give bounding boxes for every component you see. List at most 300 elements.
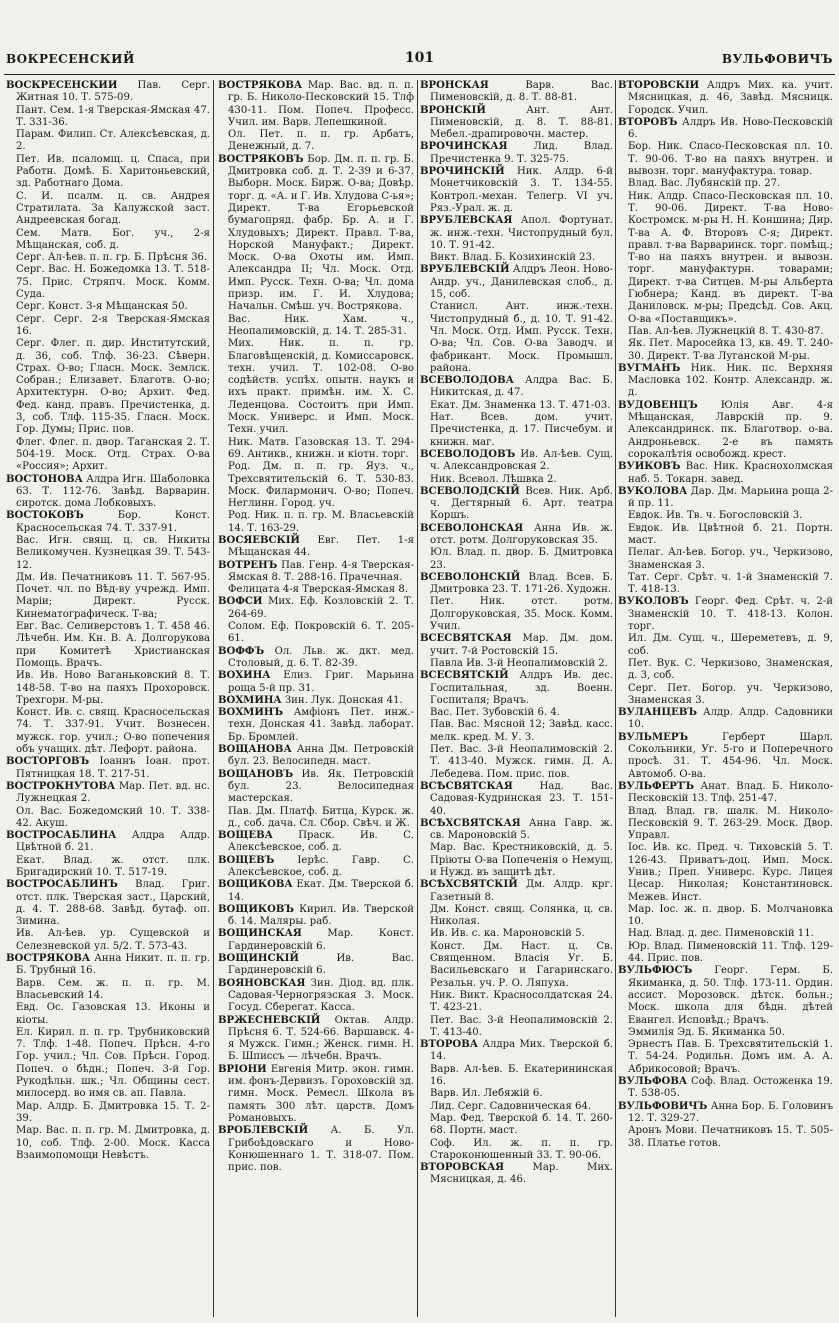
entry-dash bbox=[618, 547, 628, 559]
directory-entry bbox=[420, 80, 613, 105]
directory-entry bbox=[218, 978, 414, 1015]
directory-entry bbox=[6, 105, 210, 130]
entry-details: Пав. Ал-ѣев. Лужнецкій 8. Т. 430-87. bbox=[628, 325, 824, 337]
entry-details: Дар. Дм. Марьина роща 2-й пр. 11. bbox=[628, 485, 833, 510]
entry-details: Мар. Конст. Гардинеровскій 6. bbox=[228, 928, 414, 952]
directory-entry bbox=[420, 449, 613, 474]
column-3 bbox=[420, 80, 613, 1318]
directory-entry bbox=[218, 830, 414, 855]
entry-dash bbox=[6, 707, 16, 719]
entry-dash bbox=[420, 474, 430, 486]
entry-details: Алдра Мих. Тверской б. 14. bbox=[430, 1039, 613, 1063]
entry-dash bbox=[6, 1125, 16, 1137]
entry-dash bbox=[618, 658, 628, 670]
directory-entry bbox=[420, 818, 613, 843]
directory-entry bbox=[420, 596, 613, 633]
entry-dash bbox=[6, 1027, 16, 1039]
directory-entry bbox=[218, 596, 414, 621]
entry-surname: ВОХИНА bbox=[218, 670, 271, 682]
entry-surname: ВСѢХСВЯТСКАЯ bbox=[420, 817, 521, 829]
entry-details: Алдръ Ив. дес. Госпитальная, зд. Военн. Госпиталя; Врачъ. bbox=[430, 670, 613, 706]
directory-entry bbox=[420, 1015, 613, 1040]
directory-entry bbox=[618, 633, 833, 658]
directory-entry bbox=[420, 252, 613, 264]
directory-entry bbox=[618, 1101, 833, 1126]
directory-entry bbox=[218, 535, 414, 560]
directory-entry bbox=[420, 904, 613, 929]
entry-dash bbox=[218, 510, 228, 522]
directory-entry bbox=[618, 683, 833, 708]
entry-details: Евдок. Ив. Цвѣтной б. 21. Портн. маст. bbox=[628, 522, 833, 546]
entry-details: Зин. Діод. вд. плк. Садовая-Черногрязская 3. Моск. Госуд. Сберегат. Касса. bbox=[228, 977, 414, 1014]
entry-dash bbox=[420, 1088, 430, 1100]
entry-details: Серг. Серг. 2-я Тверская-Ямская 16. bbox=[16, 313, 210, 337]
entry-dash bbox=[420, 1015, 430, 1027]
entry-details: Ив. Ив. Ново Ваганьковский 8. Т. 148-58. Т-во на паяхъ Прохоровск. Трехгорн. М-ры. bbox=[16, 670, 210, 706]
entry-surname: ВРОНСКАЯ bbox=[420, 80, 489, 91]
entry-details: Алдръ Мих. ка. учит. Мясницкая, д. 46, Завѣд. Мясницк. Городск. Учил. bbox=[628, 80, 833, 116]
directory-entry bbox=[6, 978, 210, 1003]
directory-entry bbox=[6, 1101, 210, 1126]
entry-surname: ВОЩАНОВА bbox=[218, 744, 292, 756]
entry-dash bbox=[420, 1101, 430, 1113]
entry-details: Тат. Серг. Срѣт. ч. 1-й Знаменскій 7. Т. 418-13. bbox=[628, 571, 833, 596]
directory-entry bbox=[420, 658, 613, 670]
entry-surname: ВСЕВОЛОНСКІЙ bbox=[420, 571, 521, 583]
directory-entry bbox=[618, 486, 833, 511]
directory-entry bbox=[218, 953, 414, 978]
header-right-catchword: ВУЛЬФОВИЧЪ bbox=[721, 52, 833, 66]
entry-surname: ВУЛЬФЮСЪ bbox=[618, 965, 693, 977]
column-divider bbox=[417, 80, 418, 1317]
entry-dash bbox=[420, 1064, 430, 1076]
entry-surname: ВУГМАНЪ bbox=[618, 362, 681, 374]
directory-entry bbox=[420, 166, 613, 215]
directory-entry bbox=[218, 879, 414, 904]
entry-details: Павла Ив. 3-й Неопалимовскій 2. bbox=[430, 657, 608, 669]
entry-dash bbox=[218, 621, 228, 633]
entry-dash bbox=[6, 129, 16, 141]
entry-dash bbox=[6, 105, 16, 117]
entry-details: Варв. Вас. Пименовскій, д. 8. Т. 88-81. bbox=[430, 80, 613, 104]
entry-dash bbox=[618, 1039, 628, 1051]
entry-surname: ВУЛАНЦЕВЪ bbox=[618, 707, 698, 719]
directory-entry bbox=[218, 904, 414, 929]
entry-surname: ВУЛЬФЕРТЪ bbox=[618, 780, 695, 792]
directory-entry bbox=[618, 572, 833, 597]
directory-entry bbox=[618, 117, 833, 142]
entry-details: Варв. Ил. Лебяжій 6. bbox=[430, 1088, 543, 1100]
directory-entry bbox=[618, 904, 833, 929]
entry-details: Анна Никит. п. п. гр. Б. Трубный 16. bbox=[16, 953, 210, 977]
entry-surname: ВОЩИНСКІЙ bbox=[218, 953, 299, 965]
directory-entry bbox=[618, 965, 833, 1026]
entry-surname: ВСЕВОЛОНСКАЯ bbox=[420, 522, 524, 534]
entry-dash bbox=[618, 904, 628, 916]
directory-entry bbox=[618, 1027, 833, 1039]
entry-dash bbox=[618, 1027, 628, 1039]
entry-surname: ВОСТРЯКОВА bbox=[218, 80, 303, 91]
entry-details: Мих. Еф. Козловскій 2. Т. 264-69. bbox=[228, 596, 414, 620]
directory-entry bbox=[420, 928, 613, 940]
directory-entry bbox=[618, 658, 833, 683]
entry-details: Над. Влад. д. дес. Пименовскій 11. bbox=[628, 928, 814, 940]
directory-entry bbox=[6, 191, 210, 228]
entry-details: Мар. Іос. ж. п. двор. Б. Молчановка 10. bbox=[628, 903, 833, 928]
entry-details: Анна Ив. ж. отст. ротм. Долгоруковская 35. bbox=[430, 522, 613, 546]
entry-details: Юл. Влад. п. двор. Б. Дмитровка 23. bbox=[430, 547, 613, 571]
directory-entry bbox=[420, 744, 613, 781]
entry-dash bbox=[618, 1125, 628, 1137]
entry-surname: ВОЩЕВА bbox=[218, 830, 273, 842]
entry-dash bbox=[6, 855, 16, 867]
entry-surname: ВОСТРЯКОВА bbox=[6, 953, 91, 965]
entry-surname: ВУЛЬФОВИЧЪ bbox=[618, 1100, 708, 1112]
directory-entry bbox=[6, 781, 210, 806]
directory-entry bbox=[218, 855, 414, 880]
entry-surname: ВОСЯЕВСКІЙ bbox=[218, 534, 300, 546]
directory-entry bbox=[420, 1138, 613, 1163]
entry-dash bbox=[618, 141, 628, 153]
directory-entry bbox=[6, 129, 210, 154]
entry-surname: ВУИКОВЪ bbox=[618, 461, 681, 473]
directory-entry bbox=[6, 855, 210, 880]
entry-details: Мар. Фед. Тверской б. 14. Т. 260-68. Портн. маст. bbox=[430, 1112, 613, 1137]
entry-dash bbox=[618, 326, 628, 338]
directory-entry bbox=[218, 560, 414, 585]
entry-surname: ВОСТОНОВА bbox=[6, 473, 83, 485]
entry-details: С. И. псалм. ц. св. Андрея Стратилата. За Калужской заст. Андреевская богад. bbox=[16, 190, 210, 227]
entry-details: Варв. Ал-ѣев. Б. Екатерининская 16. bbox=[430, 1063, 613, 1088]
entry-dash bbox=[218, 461, 228, 473]
entry-surname: ВОСТРОСАБЛИНА bbox=[6, 830, 117, 842]
entry-dash bbox=[618, 338, 628, 350]
directory-entry bbox=[6, 806, 210, 831]
entry-dash bbox=[218, 806, 228, 818]
directory-entry bbox=[218, 314, 414, 339]
entry-surname: ВРУБЛЕВСКІЙ bbox=[420, 264, 510, 276]
directory-entry bbox=[6, 228, 210, 253]
entry-details: Зин. Лук. Донская 41. bbox=[284, 694, 403, 706]
directory-entry bbox=[420, 412, 613, 449]
entry-dash bbox=[420, 719, 430, 731]
entry-surname: ВСЕСВЯТСКАЯ bbox=[420, 633, 512, 645]
entry-dash bbox=[218, 584, 228, 596]
directory-entry bbox=[420, 474, 613, 486]
entry-dash bbox=[6, 670, 16, 682]
entry-details: Ив. Ал-ѣев. Сущ. ч. Александровская 2. bbox=[430, 448, 613, 473]
directory-entry bbox=[6, 338, 210, 436]
entry-dash bbox=[618, 941, 628, 953]
entry-dash bbox=[420, 1113, 430, 1125]
entry-dash bbox=[6, 978, 16, 990]
entry-details: Пет. Ник. отст. ротм. Долгоруковская, 35. Моск. Комм. Учил. bbox=[430, 596, 613, 633]
directory-entry bbox=[420, 1162, 613, 1187]
entry-surname: ВТОРОВСКІЙ bbox=[618, 80, 700, 91]
entry-details: Мих. Ник. п. п. гр. Благовѣщенскій, д. Комиссаровск. техн. учил. Т. 102-08. О-во содѣйств. успѣх. опытн. наукъ и ихъ практ. примѣн. им. Х. С. Леденцова. Состоитъ при Имп. Моск. Универс. и Имп. Моск. Техн. учил. bbox=[228, 338, 414, 436]
entry-surname: ВРІОНИ bbox=[218, 1063, 267, 1075]
entry-dash bbox=[6, 314, 16, 326]
entry-surname: ВОФФЪ bbox=[218, 645, 265, 657]
directory-entry bbox=[6, 879, 210, 928]
entry-surname: ВОЩАНОВЪ bbox=[218, 768, 294, 780]
entry-details: Георг. Герм. Б. Якиманка, д. 50. Тлф. 173-11. Ордин. ассист. Морозовск. дѣтск. больн.; Моск. школа для бѣдн. дѣтей Евангел. Исповѣд.; Врачъ. bbox=[628, 965, 833, 1026]
entry-details: Кирил. Ив. Тверской б. 14. Маляры. раб. bbox=[228, 903, 414, 928]
entry-details: Евд. Ос. Газовская 13. Иконы и кіоты. bbox=[16, 1002, 210, 1026]
entry-dash bbox=[6, 1101, 16, 1113]
entry-dash bbox=[618, 842, 628, 854]
entry-surname: ВОХМИНЪ bbox=[218, 707, 284, 719]
directory-entry bbox=[420, 400, 613, 412]
directory-entry bbox=[420, 781, 613, 818]
directory-entry bbox=[420, 707, 613, 719]
directory-entry bbox=[618, 928, 833, 940]
entry-details: Фелицата 4-я Тверская-Ямская 8. bbox=[228, 584, 409, 596]
entry-dash bbox=[218, 338, 228, 350]
entry-details: Амфіонъ Пет. инж.-техн. Донская 41. Завѣд. лаборат. Бр. Бромлей. bbox=[228, 707, 414, 743]
entry-details: Соф. Влад. Остоженка 19. Т. 538-05. bbox=[628, 1076, 833, 1100]
directory-entry bbox=[6, 1125, 210, 1162]
entry-dash bbox=[420, 842, 430, 854]
entry-details: Лид. Влад. Пречистенка 9. Т. 325-75. bbox=[430, 141, 613, 165]
entry-dash bbox=[6, 806, 16, 818]
page-header bbox=[6, 52, 833, 74]
entry-details: Юр. Влад. Пименовскій 11. Тлф. 129-44. Прис. пов. bbox=[628, 940, 833, 965]
entry-surname: ВОСТРОСАБЛИНЪ bbox=[6, 879, 118, 891]
entry-details: Екат. Дм. Знаменка 13. Т. 471-03. bbox=[430, 399, 611, 411]
directory-entry bbox=[420, 1064, 613, 1089]
entry-details: Мар. Вас. вд. п. п. гр. Б. Николо-Песковский 15. Тлф 430-11. Пом. Попеч. Професс. Учил. им. Варв. Лепешкиной. bbox=[228, 80, 414, 128]
entry-dash bbox=[618, 191, 628, 203]
entry-details: Ив. Вас. Гардинеровскій 6. bbox=[228, 953, 414, 977]
entry-details: Пав. Вас. Мясной 12; Завѣд. касс. мелк. кред. М. У. З. bbox=[430, 719, 613, 743]
entry-details: Мар. Вас. п. п. гр. М. Дмитровка, д. 10, соб. Тлф. 2-00. Моск. Касса Взаимопомощи Невѣстъ. bbox=[16, 1125, 210, 1161]
entry-surname: ВОЩИКОВЪ bbox=[218, 903, 295, 915]
directory-entry bbox=[218, 744, 414, 769]
directory-entry bbox=[420, 301, 613, 375]
entry-dash bbox=[420, 547, 430, 559]
entry-surname: ВРОБЛЕВСКІЙ bbox=[218, 1125, 309, 1137]
entry-details: Ол. Вас. Божедомский 10. Т. 338-42. Акуш. bbox=[16, 805, 210, 829]
entry-surname: ВСѢСВЯТСКАЯ bbox=[420, 780, 513, 792]
directory-entry bbox=[218, 154, 414, 314]
entry-surname: ВОСТРЯКОВЪ bbox=[218, 153, 304, 165]
entry-surname: ВТОРОВА bbox=[420, 1039, 478, 1051]
directory-entry bbox=[6, 535, 210, 572]
entry-details: Екат. Дм. Тверской б. 14. bbox=[228, 879, 414, 903]
directory-entry bbox=[6, 572, 210, 621]
entry-details: Анна Дм. Петровскій бул. 23. Велосипедн. маст. bbox=[228, 744, 414, 768]
entry-dash bbox=[420, 596, 430, 608]
entry-details: Евг. Вас. Селиверстовъ 1. Т. 458 46. Лѣчебн. Им. Кн. В. А. Долгорукова при Комитетѣ Христианская Помощь. Врачъ. bbox=[16, 621, 210, 669]
entry-details: Праск. Ив. С. Алексѣевское, соб. д. bbox=[228, 830, 414, 854]
entry-surname: ВСЕВОЛОДОВЪ bbox=[420, 448, 516, 460]
entry-details: Іерѣс. Гавр. С. Алексѣевское, соб. д. bbox=[228, 854, 414, 878]
entry-dash bbox=[420, 707, 430, 719]
directory-entry bbox=[6, 953, 210, 978]
directory-entry bbox=[420, 486, 613, 523]
directory-entry bbox=[618, 191, 833, 326]
entry-details: Флег. Флег. п. двор. Таганская 2. Т. 504-19. Моск. Отд. Страх. О-ва «Россия»; Архит. bbox=[16, 436, 210, 473]
entry-details: Сем. Матв. Бог. уч., 2-я Мѣщанская, соб. д. bbox=[16, 227, 210, 251]
entry-details: Іос. Ив. кс. Пред. ч. Тиховскій 5. Т. 126-43. Приватъ-доц. Имп. Моск. Унив.; Преп. Универс. Курс. Лицея Цесар. Николая; Константиновск. Межев. Инст. bbox=[628, 842, 833, 903]
directory-entry bbox=[6, 301, 210, 313]
entry-details: Мар. Дм. дом. учит. 7-й Ростовскій 15. bbox=[430, 633, 613, 657]
directory-entry bbox=[218, 695, 414, 707]
directory-entry bbox=[420, 941, 613, 990]
directory-entry bbox=[6, 1027, 210, 1101]
directory-entry bbox=[6, 80, 210, 105]
directory-entry bbox=[420, 670, 613, 707]
entry-details: Серг. Флег. п. дир. Институтский, д. 36, соб. Тлф. 36-23. Сѣверн. Страх. О-во; Гласн. Моск. Землск. Собран.; Елизавет. Благотв. О-во; Архитектурн. О-во; Архит. Фед. Фед. канд. правъ. Пречистенка, д. 3, соб. Тлф. 115-35. Гласн. Моск. Гор. Думы; Прис. пов. bbox=[16, 338, 210, 436]
entry-details: Анна Бор. Б. Головинъ 12. Т. 329-27. bbox=[628, 1100, 833, 1124]
entry-dash bbox=[618, 928, 628, 940]
directory-entry bbox=[218, 646, 414, 671]
entry-dash bbox=[618, 572, 628, 584]
directory-entry bbox=[420, 141, 613, 166]
directory-entry bbox=[6, 1002, 210, 1027]
entry-surname: ВТОРОВЪ bbox=[618, 116, 678, 128]
directory-entry bbox=[6, 252, 210, 264]
entry-details: Ник. Матв. Газовская 13. Т. 294-69. Антикв., книжн. и кіотн. торг. bbox=[228, 436, 414, 460]
entry-details: Вас. Игн. свящ. ц. св. Никиты Великомучен. Кузнецкая 39. Т. 543-12. bbox=[16, 534, 210, 571]
entry-details: Конст. Ив. с. свящ. Красносельская 74. Т. 337-91. Учит. Вознесен. мужск. гор. учил.; О-во попечения объ учащих. дѣт. Лефорт. района. bbox=[16, 707, 210, 756]
entry-details: Дм. Алдр. крг. Газетный 8. bbox=[430, 879, 613, 903]
entry-dash bbox=[6, 252, 16, 264]
directory-entry bbox=[218, 621, 414, 646]
entry-surname: ВОСТОКОВЪ bbox=[6, 510, 84, 522]
entry-details: Евдок. Ив. Тв. ч. Богословскій 3. bbox=[628, 510, 803, 522]
entry-dash bbox=[420, 904, 430, 916]
entry-details: Ив. Ал-ѣев. ур. Сущевской и Селезневской ул. 5/2. Т. 573-43. bbox=[16, 928, 210, 952]
entry-details: Серг. Пет. Богор. уч. Черкизово, Знаменская 3. bbox=[628, 682, 833, 706]
entry-surname: ВОЩЕВЪ bbox=[218, 854, 275, 866]
directory-entry bbox=[6, 510, 210, 535]
entry-details: Евгенія Митр. экон. гимн. им. фонъ-Дервизъ. Гороховскій зд. гимн. Моск. Ремесл. Школа въ память 300 лѣт. царств. Домъ Романовыхъ. bbox=[228, 1063, 414, 1124]
column-divider bbox=[213, 80, 214, 1317]
directory-entry bbox=[6, 670, 210, 707]
entry-details: Солом. Еф. Покровскій 6. Т. 205-61. bbox=[228, 621, 414, 645]
directory-entry bbox=[618, 596, 833, 633]
directory-entry bbox=[218, 806, 414, 831]
entry-details: Пет. Вук. С. Черкизово, Знаменская, д. 3, соб. bbox=[628, 657, 833, 682]
entry-details: Влад. Влад. гв. шалк. М. Николо-Песковскій 9. Т. 263-29. Моск. Двор. Управл. bbox=[628, 805, 833, 842]
directory-entry bbox=[618, 400, 833, 461]
entry-dash bbox=[420, 990, 430, 1002]
entry-details: Ант. Ант. Пименовскій, д. 8. Т. 88-81. Мебел.-драпировочн. мастер. bbox=[430, 104, 613, 141]
entry-details: Серг. Вас. Н. Божедомка 13. Т. 518-75. Прис. Стряпч. Моск. Комм. Суда. bbox=[16, 264, 210, 301]
directory-entry bbox=[420, 879, 613, 904]
entry-details: Ив. Як. Петровскій бул. 23. Велосипедная мастерская. bbox=[228, 768, 414, 805]
directory-entry bbox=[420, 719, 613, 744]
entry-dash bbox=[420, 252, 430, 264]
entry-dash bbox=[6, 301, 16, 313]
directory-entry bbox=[218, 437, 414, 462]
column-4 bbox=[618, 80, 833, 1318]
directory-entry bbox=[218, 461, 414, 510]
entry-details: Алдра Игн. Шаболовка 63. Т. 112-76. Завѣд. Варварин. сиротск. дома Лобковыхъ. bbox=[16, 473, 210, 510]
entry-surname: ВОСКРЕСЕНСКИЙ bbox=[6, 80, 118, 91]
entry-surname: ВТОРОВСКАЯ bbox=[420, 1162, 505, 1174]
entry-dash bbox=[420, 744, 430, 756]
entry-details: Юлія Авг. 4-я Мѣщанская, Лаврскій пр. 9. Александринск. пк. Благотвор. о-ва. Андроньевск. 2-е въ память сорокалѣтія освобожд. крест. bbox=[628, 399, 833, 460]
entry-details: Алдра Алдр. Цвѣтной б. 21. bbox=[16, 830, 210, 854]
entry-details: А. Б. Ул. Грибоѣдовскаго и Ново-Конюшеннаго 1. Т. 318-07. Пом. прис. пов. bbox=[228, 1125, 414, 1174]
directory-entry bbox=[218, 707, 414, 744]
directory-entry bbox=[218, 510, 414, 535]
directory-entry bbox=[6, 621, 210, 670]
directory-entry bbox=[618, 941, 833, 966]
entry-dash bbox=[6, 572, 16, 584]
directory-entry bbox=[420, 1039, 613, 1064]
directory-entry bbox=[218, 80, 414, 129]
entry-dash bbox=[6, 338, 16, 350]
directory-entry bbox=[618, 178, 833, 190]
entry-details: Вас. Ник. Краснохолмская наб. 5. Токарн. завед. bbox=[628, 461, 833, 485]
entry-details: Пант. Сем. 1-я Тверская-Ямская 47. Т. 331-36. bbox=[16, 104, 210, 128]
directory-entry bbox=[420, 572, 613, 597]
entry-dash bbox=[420, 400, 430, 412]
entry-dash bbox=[6, 535, 16, 547]
entry-details: Пет. Вас. 3-й Неопалимовскій 2. Т. 413-40. Мужск. гимн. Д. А. Лебедева. Пом. прис. пов. bbox=[430, 744, 613, 780]
entry-details: Алдръ Леон. Ново-Андр. уч., Данилевская слоб., д. 15, соб. bbox=[430, 264, 613, 301]
entry-details: Мар. Мих. Мясницкая, д. 46. bbox=[430, 1162, 613, 1186]
entry-details: Ник. Викт. Красносолдатская 24. Т. 423-21. bbox=[430, 989, 613, 1014]
entry-surname: ВРУБЛЕВСКАЯ bbox=[420, 215, 513, 227]
directory-entry bbox=[218, 584, 414, 596]
directory-entry bbox=[618, 781, 833, 806]
entry-details: Ол. Льв. ж. дкт. мед. Столовый, д. 6. Т. 82-39. bbox=[228, 645, 414, 669]
entry-details: Пав. Генр. 4-я Тверская-Ямская 8. Т. 288-16. Прачечная. bbox=[228, 559, 414, 583]
entry-details: Серг. Ал-ѣев. п. п. гр. Б. Прѣсня 36. bbox=[16, 252, 208, 264]
entry-details: Серг. Конст. 3-я Мѣщанская 50. bbox=[16, 301, 188, 313]
entry-dash bbox=[218, 437, 228, 449]
entry-dash bbox=[420, 1138, 430, 1150]
directory-entry bbox=[420, 375, 613, 400]
directory-entry bbox=[618, 1125, 833, 1150]
directory-entry bbox=[420, 842, 613, 879]
directory-entry bbox=[6, 928, 210, 953]
directory-entry bbox=[618, 1076, 833, 1101]
entry-details: Конст. Дм. Наст. ц. Св. Священном. Власія Уг. Б. Васильевскаго и Гагаринскаго. Резальн. уч. Р. О. Ляпуха. bbox=[430, 940, 613, 989]
entry-details: Влад. Григ. отст. плк. Тверская заст., Царский, д. 4. Т. 288-68. Завѣд. бутаф. оп. Зимина. bbox=[16, 879, 210, 928]
entry-dash bbox=[6, 191, 16, 203]
entry-details: Нат. Всев. дом. учит. Пречистенка, д. 17. Писчебум. и книжн. маг. bbox=[430, 412, 613, 448]
entry-details: Аронъ Мови. Печатниковъ 15. Т. 505-38. Платье готов. bbox=[628, 1125, 833, 1149]
directory-entry bbox=[6, 314, 210, 339]
directory-entry bbox=[6, 264, 210, 301]
entry-details: Як. Пет. Маросейка 13, кв. 49. Т. 240-30. Директ. Т-ва Луганской М-ры. bbox=[628, 338, 833, 362]
entry-surname: ВРОНСКІЙ bbox=[420, 104, 486, 116]
entry-details: Ив. Ив. с. ка. Мароновскій 5. bbox=[430, 928, 585, 940]
entry-details: Дм. Конст. свящ. Солянка, ц. св. Николая. bbox=[430, 903, 613, 928]
entry-surname: ВОСТРОКНУТОВА bbox=[6, 780, 116, 792]
entry-dash bbox=[218, 129, 228, 141]
entry-dash bbox=[618, 523, 628, 535]
entry-details: Евг. Пет. 1-я Мѣщанская 44. bbox=[228, 534, 414, 559]
entry-dash bbox=[420, 412, 430, 424]
entry-details: Герберт Шарл. Сокольники, Уг. 5-го и Поперечного просѣ. 31. Т. 454-96. Чл. Моск. Автомоб. О-ва. bbox=[628, 731, 833, 780]
directory-entry bbox=[6, 707, 210, 756]
entry-details: Влад. Вас. Лубянскій пр. 27. bbox=[628, 178, 781, 190]
entry-surname: ВСѢХСВЯТСКІЙ bbox=[420, 879, 518, 891]
entry-dash bbox=[6, 621, 16, 633]
entry-surname: ВРОЧИНСКАЯ bbox=[420, 141, 508, 153]
entry-dash bbox=[6, 154, 16, 166]
entry-details: Ник. Ник. пс. Верхняя Масловка 102. Контр. Александр. ж. д. bbox=[628, 362, 833, 399]
entry-details: Екат. Влад. ж. отст. плк. Бригадирский 10. Т. 517-19. bbox=[16, 854, 210, 878]
directory-entry bbox=[218, 129, 414, 154]
